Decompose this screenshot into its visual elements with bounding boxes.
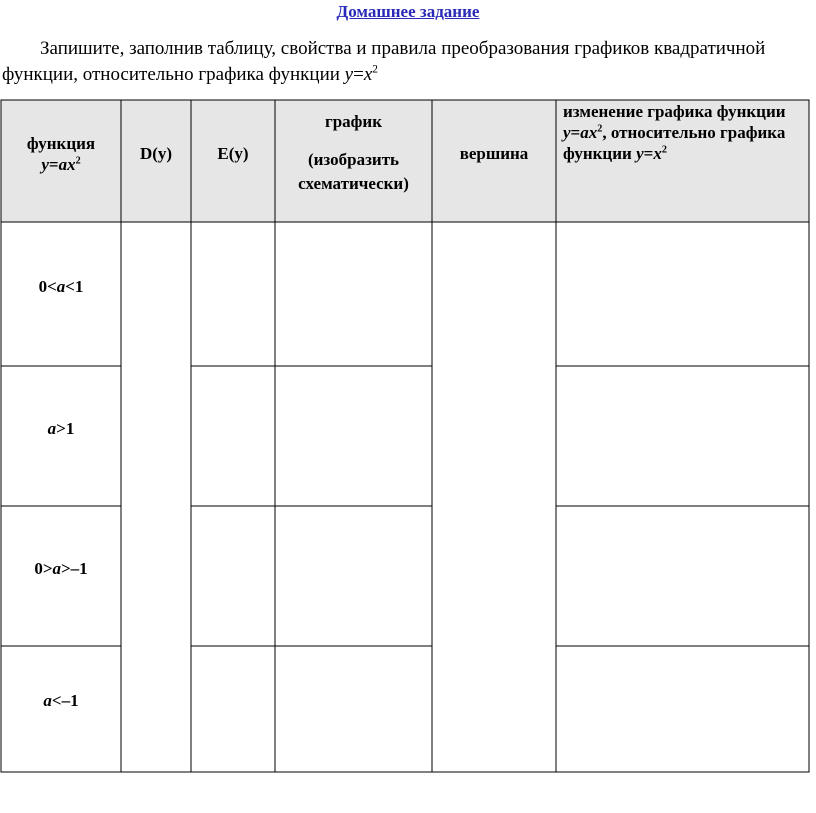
header-change-x2: x — [653, 144, 662, 163]
header-function-y: y — [41, 155, 49, 174]
header-change-eq2: = — [643, 144, 654, 163]
header-function-x: x — [67, 155, 76, 174]
range-cell-row-4[interactable] — [192, 647, 274, 771]
instruction-func-eq: = — [353, 64, 364, 85]
range-cell-row-1[interactable] — [192, 223, 274, 365]
header-change-line2 — [563, 122, 807, 143]
header-graph — [275, 111, 432, 194]
instruction-func-x: x — [363, 64, 373, 85]
instruction-body: Запишите, заполнив таблицу, свойства и правила преобразования графиков квадратичной функции, относительно графика функции — [2, 38, 766, 85]
header-change-y2: y — [636, 144, 644, 163]
header-change-eq: = — [570, 123, 581, 142]
graph-cell-row-4[interactable] — [276, 647, 431, 771]
row-label-1-var: a — [56, 277, 66, 296]
row-label-2 — [1, 419, 121, 439]
header-range: E(y) — [217, 144, 249, 163]
graph-cell-row-3[interactable] — [276, 507, 431, 645]
row-label-2-var: a — [47, 419, 57, 438]
header-change — [563, 101, 807, 164]
header-change-x: x — [588, 123, 598, 142]
change-cell-row-2[interactable] — [557, 367, 808, 505]
row-label-1-post: <1 — [65, 277, 84, 296]
row-label-3 — [1, 559, 121, 579]
header-change-rest: , относительно графика — [602, 123, 786, 142]
header-function — [1, 133, 121, 175]
row-label-1-pre: 0< — [38, 277, 57, 296]
row-label-1 — [1, 277, 121, 297]
header-graph-line1: график — [324, 112, 383, 131]
domain-answer-cell[interactable] — [122, 223, 190, 771]
change-cell-row-3[interactable] — [557, 507, 808, 645]
header-vertex: вершина — [459, 144, 529, 163]
page-title: Домашнее задание — [336, 2, 480, 21]
header-change-line3 — [563, 143, 807, 164]
vertex-answer-cell[interactable] — [433, 223, 555, 771]
header-change-func: функции — [563, 144, 637, 163]
header-graph-line2: (изобразить — [307, 150, 400, 169]
graph-cell-row-1[interactable] — [276, 223, 431, 365]
header-function-line2 — [1, 154, 121, 175]
range-cell-row-2[interactable] — [192, 367, 274, 505]
row-label-4-var: a — [43, 691, 52, 710]
header-change-exp: 2 — [597, 123, 603, 135]
range-cell-row-3[interactable] — [192, 507, 274, 645]
change-cell-row-4[interactable] — [557, 647, 808, 771]
header-change-line1: изменение графика функции — [563, 102, 786, 121]
header-change-exp2: 2 — [661, 144, 667, 156]
graph-cell-row-2[interactable] — [276, 367, 431, 505]
header-function-exp: 2 — [75, 155, 81, 167]
change-cell-row-1[interactable] — [557, 223, 808, 365]
header-function-a: a — [58, 155, 68, 174]
row-label-4-post: <–1 — [51, 691, 79, 710]
row-label-2-post: >1 — [56, 419, 75, 438]
header-function-line1: функция — [26, 134, 96, 153]
instruction-func-y: y — [344, 64, 354, 85]
row-label-3-pre: 0> — [34, 559, 53, 578]
header-change-y: y — [563, 123, 571, 142]
header-function-eq: = — [48, 155, 59, 174]
header-domain: D(y) — [139, 144, 173, 163]
header-graph-line3: схематически) — [298, 174, 409, 193]
row-label-3-post: >–1 — [61, 559, 88, 578]
row-label-3-var: a — [52, 559, 61, 578]
instruction-func-exp: 2 — [372, 63, 378, 76]
row-label-4 — [1, 691, 121, 711]
header-change-a: a — [580, 123, 589, 142]
